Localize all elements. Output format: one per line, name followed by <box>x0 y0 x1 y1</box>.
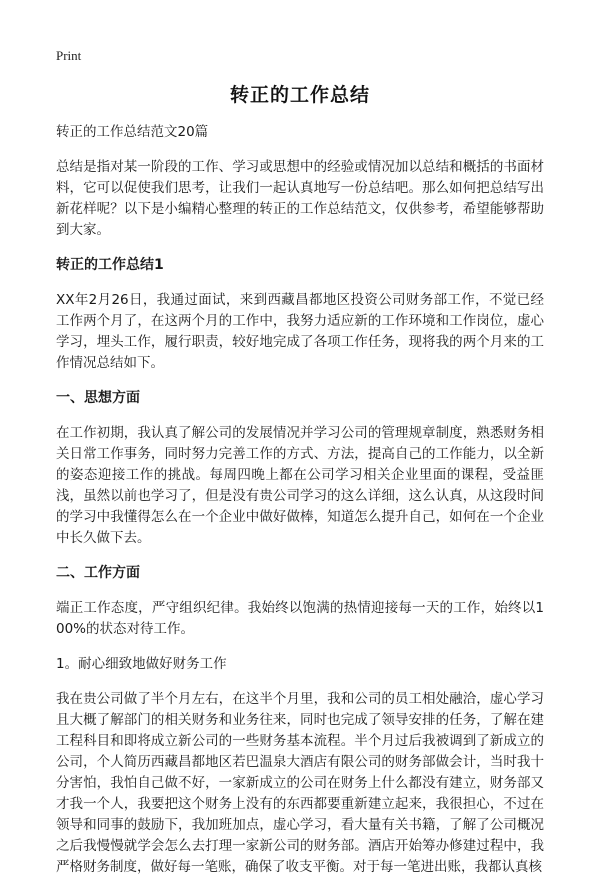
intro-paragraph: 总结是指对某一阶段的工作、学习或思想中的经验或情况加以总结和概括的书面材料，它可以促使我们思考，让我们一起认真地写一份总结吧。那么如何把总结写出新花样呢？以下是小编精心整理的转正的工作总结范文，仅供参考，希望能够帮助到大家。 <box>56 159 544 238</box>
thought-heading: 一、思想方面 <box>56 390 140 406</box>
section-paragraph: XX年2月26日，我通过面试，来到西藏昌都地区投资公司财务部工作，不觉已经工作两个月了，在这两个月的工作中，我努力适应新的工作环境和工作岗位，虚心学习，埋头工作，履行职责，较好地完成了各项工作任务，现将我的两个月来的工作情况总结如下。 <box>56 292 544 371</box>
document-subtitle: 转正的工作总结范文20篇 <box>56 124 209 140</box>
work-heading: 二、工作方面 <box>56 565 140 581</box>
sub-heading: 1。耐心细致地做好财务工作 <box>56 656 227 672</box>
print-link[interactable]: Print <box>56 48 82 63</box>
work-paragraph: 端正工作态度，严守组织纪律。我始终以饱满的热情迎接每一天的工作，始终以100%的状态对待工作。 <box>56 600 544 637</box>
page-title: 转正的工作总结 <box>229 84 370 106</box>
sub-paragraph: 我在贵公司做了半个月左右，在这半个月里，我和公司的员工相处融洽，虚心学习且大概了解部门的相关财务和业务往来，同时也完成了领导安排的任务，了解在建工程科目和即将成立新公司的一些财务基本流程。半个月过后我被调到了新成立的公司，个人简历西藏昌都地区若巴温泉大酒店有限公司的财务部做会计，当时我十分害怕，我怕自己做不好，一家新成立的公司在财务上什么都没有建立，财务部又才我一个人，我要把这个财务上没有的东西都要重新建立起来，我很担心，不过在领导和同事的鼓励下，我加班加点，虚心学习，看大量有关书籍，了解了公司概况之后我慢慢就学会怎么去打理一家新公司的财务部。酒店开始筹办修建过程中，我严格财务制度，做好每一笔账，确保了收支平衡。对于每一笔进出账，我都认真核 <box>56 691 544 875</box>
thought-paragraph: 在工作初期，我认真了解公司的发展情况并学习公司的管理规章制度，熟悉财务相关日常工作事务，同时努力完善工作的方式、方法，提高自己的工作能力，以全新的姿态迎接工作的挑战。每周四晚上都在公司学习相关企业里面的课程，受益匪浅，虽然以前也学习了，但是没有贵公司学习的这么详细，这么认真，从这段时间的学习中我懂得怎么在一个企业中做好做棒，知道怎么提升自己，如何在一个企业中长久做下去。 <box>56 425 544 546</box>
document-body <box>56 122 544 878</box>
section-heading: 转正的工作总结1 <box>56 257 164 273</box>
